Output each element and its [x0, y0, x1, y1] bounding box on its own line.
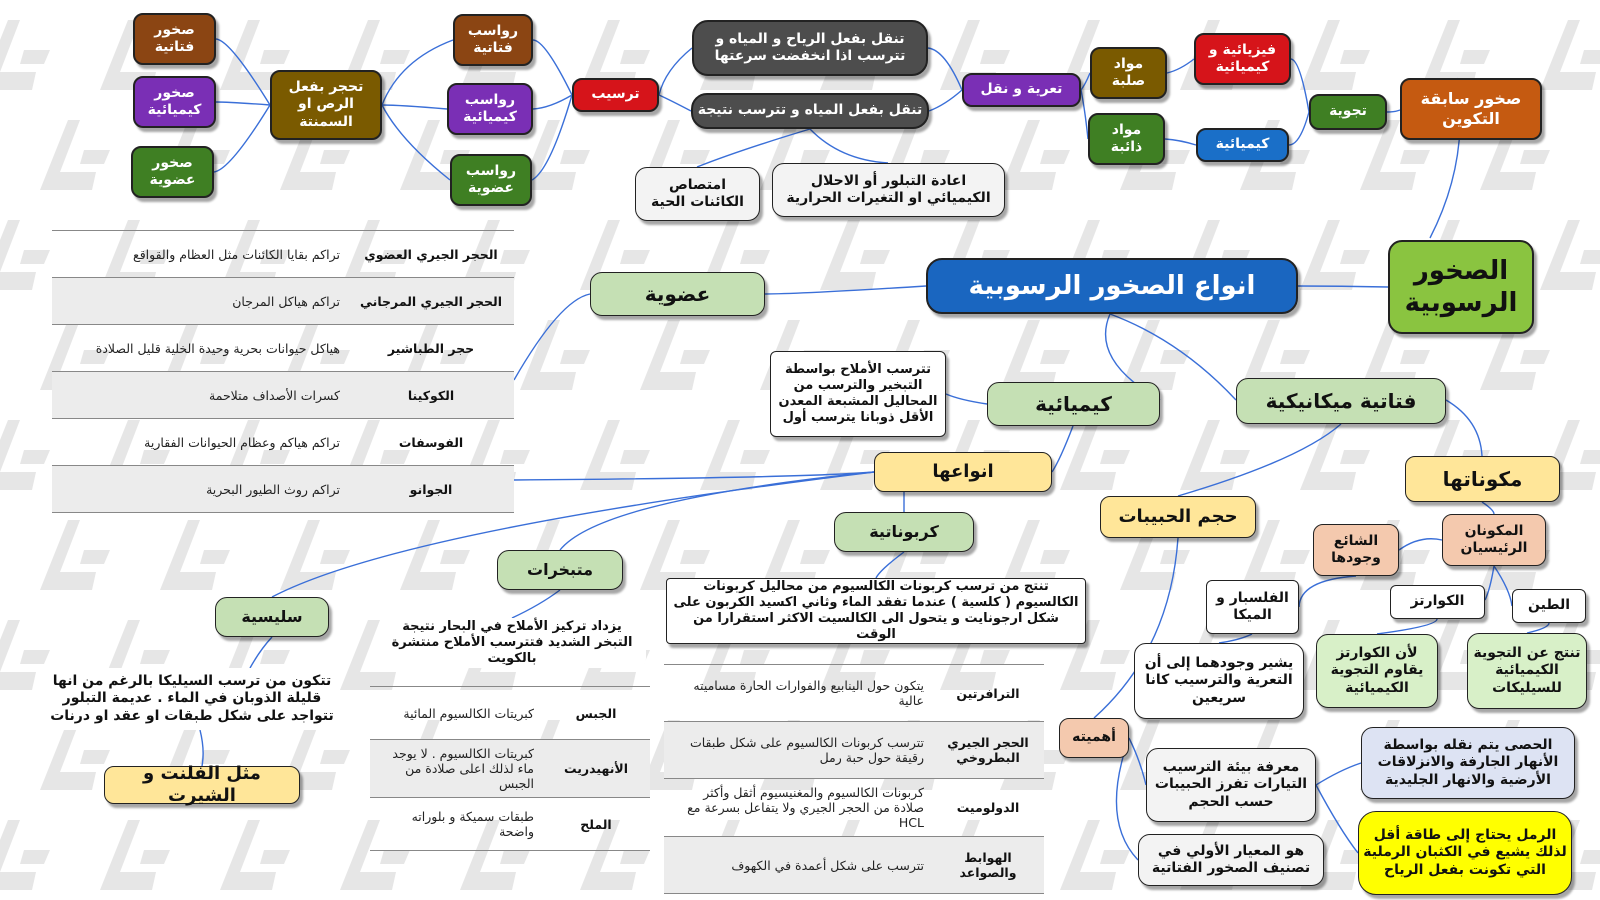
siliceous-note: تتكون من ترسب السيليكا بالرغم من انها قليلة الذوبان في الماء . عديمة التبلور تتواجد على شكل طبقات او عقد او درنات: [44, 668, 340, 730]
chemical-type-node: كيميائية: [987, 382, 1160, 426]
siliceous-node: سليسية: [215, 597, 329, 637]
table-cell-name: حجر الطباشير: [348, 325, 514, 372]
connector-line: [1129, 738, 1146, 785]
table-cell-name: الملح: [542, 798, 650, 851]
table-cell-name: الحجر الجيري المرجاني: [348, 278, 514, 325]
connector-line: [382, 105, 450, 180]
connector-line: [1399, 539, 1442, 550]
organic-node: عضوية: [590, 272, 765, 316]
organic-deposits-node: رواسب عضوية: [450, 154, 532, 206]
connector-line: [1387, 110, 1400, 112]
table-cell-description: يتكون حول الينابيع والفوارات الحارة مساميته عالية: [664, 665, 932, 722]
table-cell-description: كبريتات الكالسيوم . لا يوجد ماء لذلك اعلى صلادة من الجبس: [370, 740, 542, 798]
transport-wind-node: تنقل بفعل الرياح و المياه و تترسب اذا انخفضت سرعتها: [692, 20, 928, 76]
connector-line: [560, 472, 874, 550]
connector-line: [1377, 619, 1437, 634]
table-cell-description: كبريتات الكالسيوم المائية: [370, 687, 542, 740]
organic-table: [52, 230, 514, 513]
table-cell-name: الأنهيدريت: [542, 740, 650, 798]
feldspar-mica-node: الفلسبار و الميكا: [1206, 580, 1299, 634]
organic-rocks-node: صخور عضوية: [131, 146, 214, 198]
connector-line: [216, 39, 270, 105]
pebbles-note: الحصى يتم نقله بواسطة الأنهار الجارفة والانزلاقات الأرضية والانهار الجليدية: [1361, 727, 1575, 799]
sand-note: الرمل يحتاج إلى طاقة أقل لذلك يشيع في الكثبان الرملية التي تكونت بفعل الرياح: [1358, 811, 1572, 895]
solid-material-node: مواد صلبة: [1090, 47, 1167, 99]
chemical-deposition-note: تترسب الأملاح بواسطة التبخير والترسب من المحاليل المشبعة المعدن الأقل ذوبانا يترسب أول: [770, 351, 946, 437]
connector-line: [1167, 59, 1194, 73]
table-row: [52, 466, 514, 513]
connector-line: [1298, 286, 1388, 287]
table-cell-name: الجبس: [542, 687, 650, 740]
weathering-node: تجوية: [1309, 94, 1387, 130]
connector-line: [250, 637, 272, 668]
feldspar-note: يشير وجودهما إلى أن التعرية والترسيب كانا سريعين: [1134, 643, 1304, 719]
table-row: [52, 231, 514, 278]
importance-node: أهميته: [1059, 718, 1129, 758]
chemical-weathering-node: كيميائية: [1196, 128, 1289, 162]
connector-line: [1165, 139, 1196, 145]
connector-line: [532, 95, 572, 180]
connector-line: [810, 129, 888, 163]
connector-line: [1081, 90, 1088, 139]
connector-line: [1482, 502, 1494, 514]
table-cell-description: تترسب على شكل أعمدة في الكهوف: [664, 837, 932, 894]
sedimentary-rocks-root: الصخور الرسوبية: [1388, 240, 1534, 334]
quartz-note: لأن الكوارتز يقاوم التجوية الكيميائية: [1316, 634, 1438, 708]
evaporites-node: متبخرات: [497, 550, 623, 590]
connector-line: [382, 40, 453, 105]
grain-size-node: حجم الحبيبات: [1100, 496, 1256, 538]
table-cell-description: كسرات الأصداف متلاحمة: [52, 372, 348, 419]
table-row: [664, 665, 1044, 722]
connector-line: [946, 394, 987, 404]
connector-line: [533, 95, 572, 109]
table-cell-name: الجوانو: [348, 466, 514, 513]
table-cell-description: هياكل حيوانات بحرية وحيدة الخلية قليل الصلادة: [52, 325, 348, 372]
physical-chemical-node: فيزيائية و كيميائية: [1194, 33, 1291, 85]
connector-line: [1289, 112, 1309, 145]
table-cell-description: طبقات سميكة و بلوراته واضحة: [370, 798, 542, 851]
connector-line: [1494, 566, 1512, 606]
connector-line: [697, 129, 810, 167]
connector-line: [659, 95, 691, 111]
connector-line: [1178, 424, 1341, 496]
table-cell-description: كربونات الكالسيوم والمغنيسيوم أثقل وأكثر صلادة من الحجر الجيري ولا يتفاعل بسرعة مع HCL: [664, 779, 932, 837]
table-cell-description: تراكم بقايا الكائنات مثل العظام والقواقع: [52, 231, 348, 278]
connector-line: [659, 48, 692, 95]
table-cell-name: الفوسفات: [348, 419, 514, 466]
connector-line: [1219, 634, 1252, 643]
common-presence-node: الشائع وجودها: [1313, 524, 1399, 576]
table-row: [370, 740, 650, 798]
connector-line: [1316, 763, 1361, 785]
table-cell-name: الهوابط والصواعد: [932, 837, 1044, 894]
importance-classification-note: هو المعيار الأولي في تصنيف الصخور الفتاتية: [1138, 834, 1324, 886]
table-row: [664, 722, 1044, 779]
table-cell-description: تراكم هياكم وعظام الحيوانات الفقارية: [52, 419, 348, 466]
table-cell-name: الدولوميت: [932, 779, 1044, 837]
transport-water-node: تنقل بفعل المياه و تترسب نتيجة: [691, 93, 929, 129]
absorption-node: امتصاص الكائنات الحية: [635, 167, 760, 221]
carbonate-node: كربوناتية: [834, 512, 974, 552]
chemical-rocks-node: صخور كيميائية: [133, 76, 216, 128]
connector-line: [765, 286, 926, 294]
connector-line: [514, 294, 590, 380]
clastic-deposits-node: رواسب فتاتية: [453, 14, 533, 66]
connector-line: [214, 105, 270, 172]
carbonate-table: [664, 664, 1044, 894]
table-row: [664, 837, 1044, 894]
chemical-deposits-node: رواسب كيميائية: [447, 83, 533, 135]
sedimentary-types-title: انواع الصخور الرسوبية: [926, 258, 1298, 314]
table-row: [52, 419, 514, 466]
connector-line: [533, 40, 572, 95]
importance-environment-note: معرفة بيئة الترسيب التيارات تفرز الحبيبات حسب الحجم: [1146, 748, 1316, 822]
table-row: [370, 798, 650, 851]
its-types-node: انواعها: [874, 452, 1052, 492]
table-cell-description: تراكم هياكل المرجان: [52, 278, 348, 325]
quartz-node: الكوارتز: [1390, 585, 1485, 619]
clastic-rocks-node: صخور فتاتية: [133, 13, 216, 65]
clay-node: الطين: [1512, 589, 1586, 623]
components-node: مكوناتها: [1405, 456, 1560, 502]
dissolved-material-node: مواد ذائبة: [1088, 113, 1165, 165]
previous-rocks-node: صخور سابقة التكوين: [1400, 78, 1542, 140]
deposition-node: ترسيب: [572, 78, 659, 112]
table-row: [370, 687, 650, 740]
table-cell-name: الترافرتين: [932, 665, 1044, 722]
connector-line: [1446, 400, 1482, 456]
table-cell-name: الحجر الجيري البطروخي: [932, 722, 1044, 779]
cementation-node: تحجر بفعل الرص او السمنتة: [270, 70, 382, 140]
evaporites-table: [370, 686, 650, 851]
connector-line: [1527, 623, 1549, 633]
connector-line: [1291, 59, 1309, 112]
connector-line: [1299, 576, 1356, 607]
connector-line: [928, 48, 962, 90]
carbonate-note: تنتج من ترسب كربونات الكالسيوم من محاليل كربونات الكالسيوم ( كلسية ) عندما تفقد الماء وثاني اكسيد الكربون على شكل ارجونايت و يتحول الى الكالسيت الاكثر استقرارا من الوقت: [666, 578, 1086, 644]
mechanical-node: فتاتية ميكانيكية: [1236, 378, 1446, 424]
table-row: [52, 372, 514, 419]
table-row: [52, 278, 514, 325]
flint-chert-node: مثل الفلنت و الشيرت: [104, 766, 300, 804]
main-components-node: المكونان الرئيسيان: [1442, 514, 1546, 566]
connector-line: [929, 90, 962, 111]
evaporites-note: يزداد تركيز الأملاح في البحار نتيجة التبخر الشديد فتترسب الأملاح منتشرة بالكويت: [378, 618, 646, 668]
connector-line: [200, 730, 203, 766]
connector-line: [512, 590, 560, 618]
table-cell-description: تترسب كربونات الكالسيوم على شكل طبقات رقيقة حول حبة رمل: [664, 722, 932, 779]
table-cell-name: الحجر الجيري العضوي: [348, 231, 514, 278]
connector-line: [216, 102, 270, 105]
clay-note: تنتج عن التجوية الكيميائية للسيليكات: [1467, 633, 1587, 709]
connector-line: [382, 105, 447, 109]
connector-line: [1485, 566, 1494, 600]
erosion-transport-node: تعرية و نقل: [962, 73, 1081, 107]
table-row: [664, 779, 1044, 837]
connector-line: [876, 552, 904, 578]
connector-line: [1052, 426, 1073, 472]
connector-line: [1081, 73, 1090, 90]
table-row: [52, 325, 514, 372]
table-cell-name: الكوكينا: [348, 372, 514, 419]
table-cell-description: تراكم روث الطيور البحرية: [52, 466, 348, 513]
recrystallization-node: اعادة التبلور أو الاحلال الكيميائي او التغيرات الحرارية: [772, 163, 1005, 217]
